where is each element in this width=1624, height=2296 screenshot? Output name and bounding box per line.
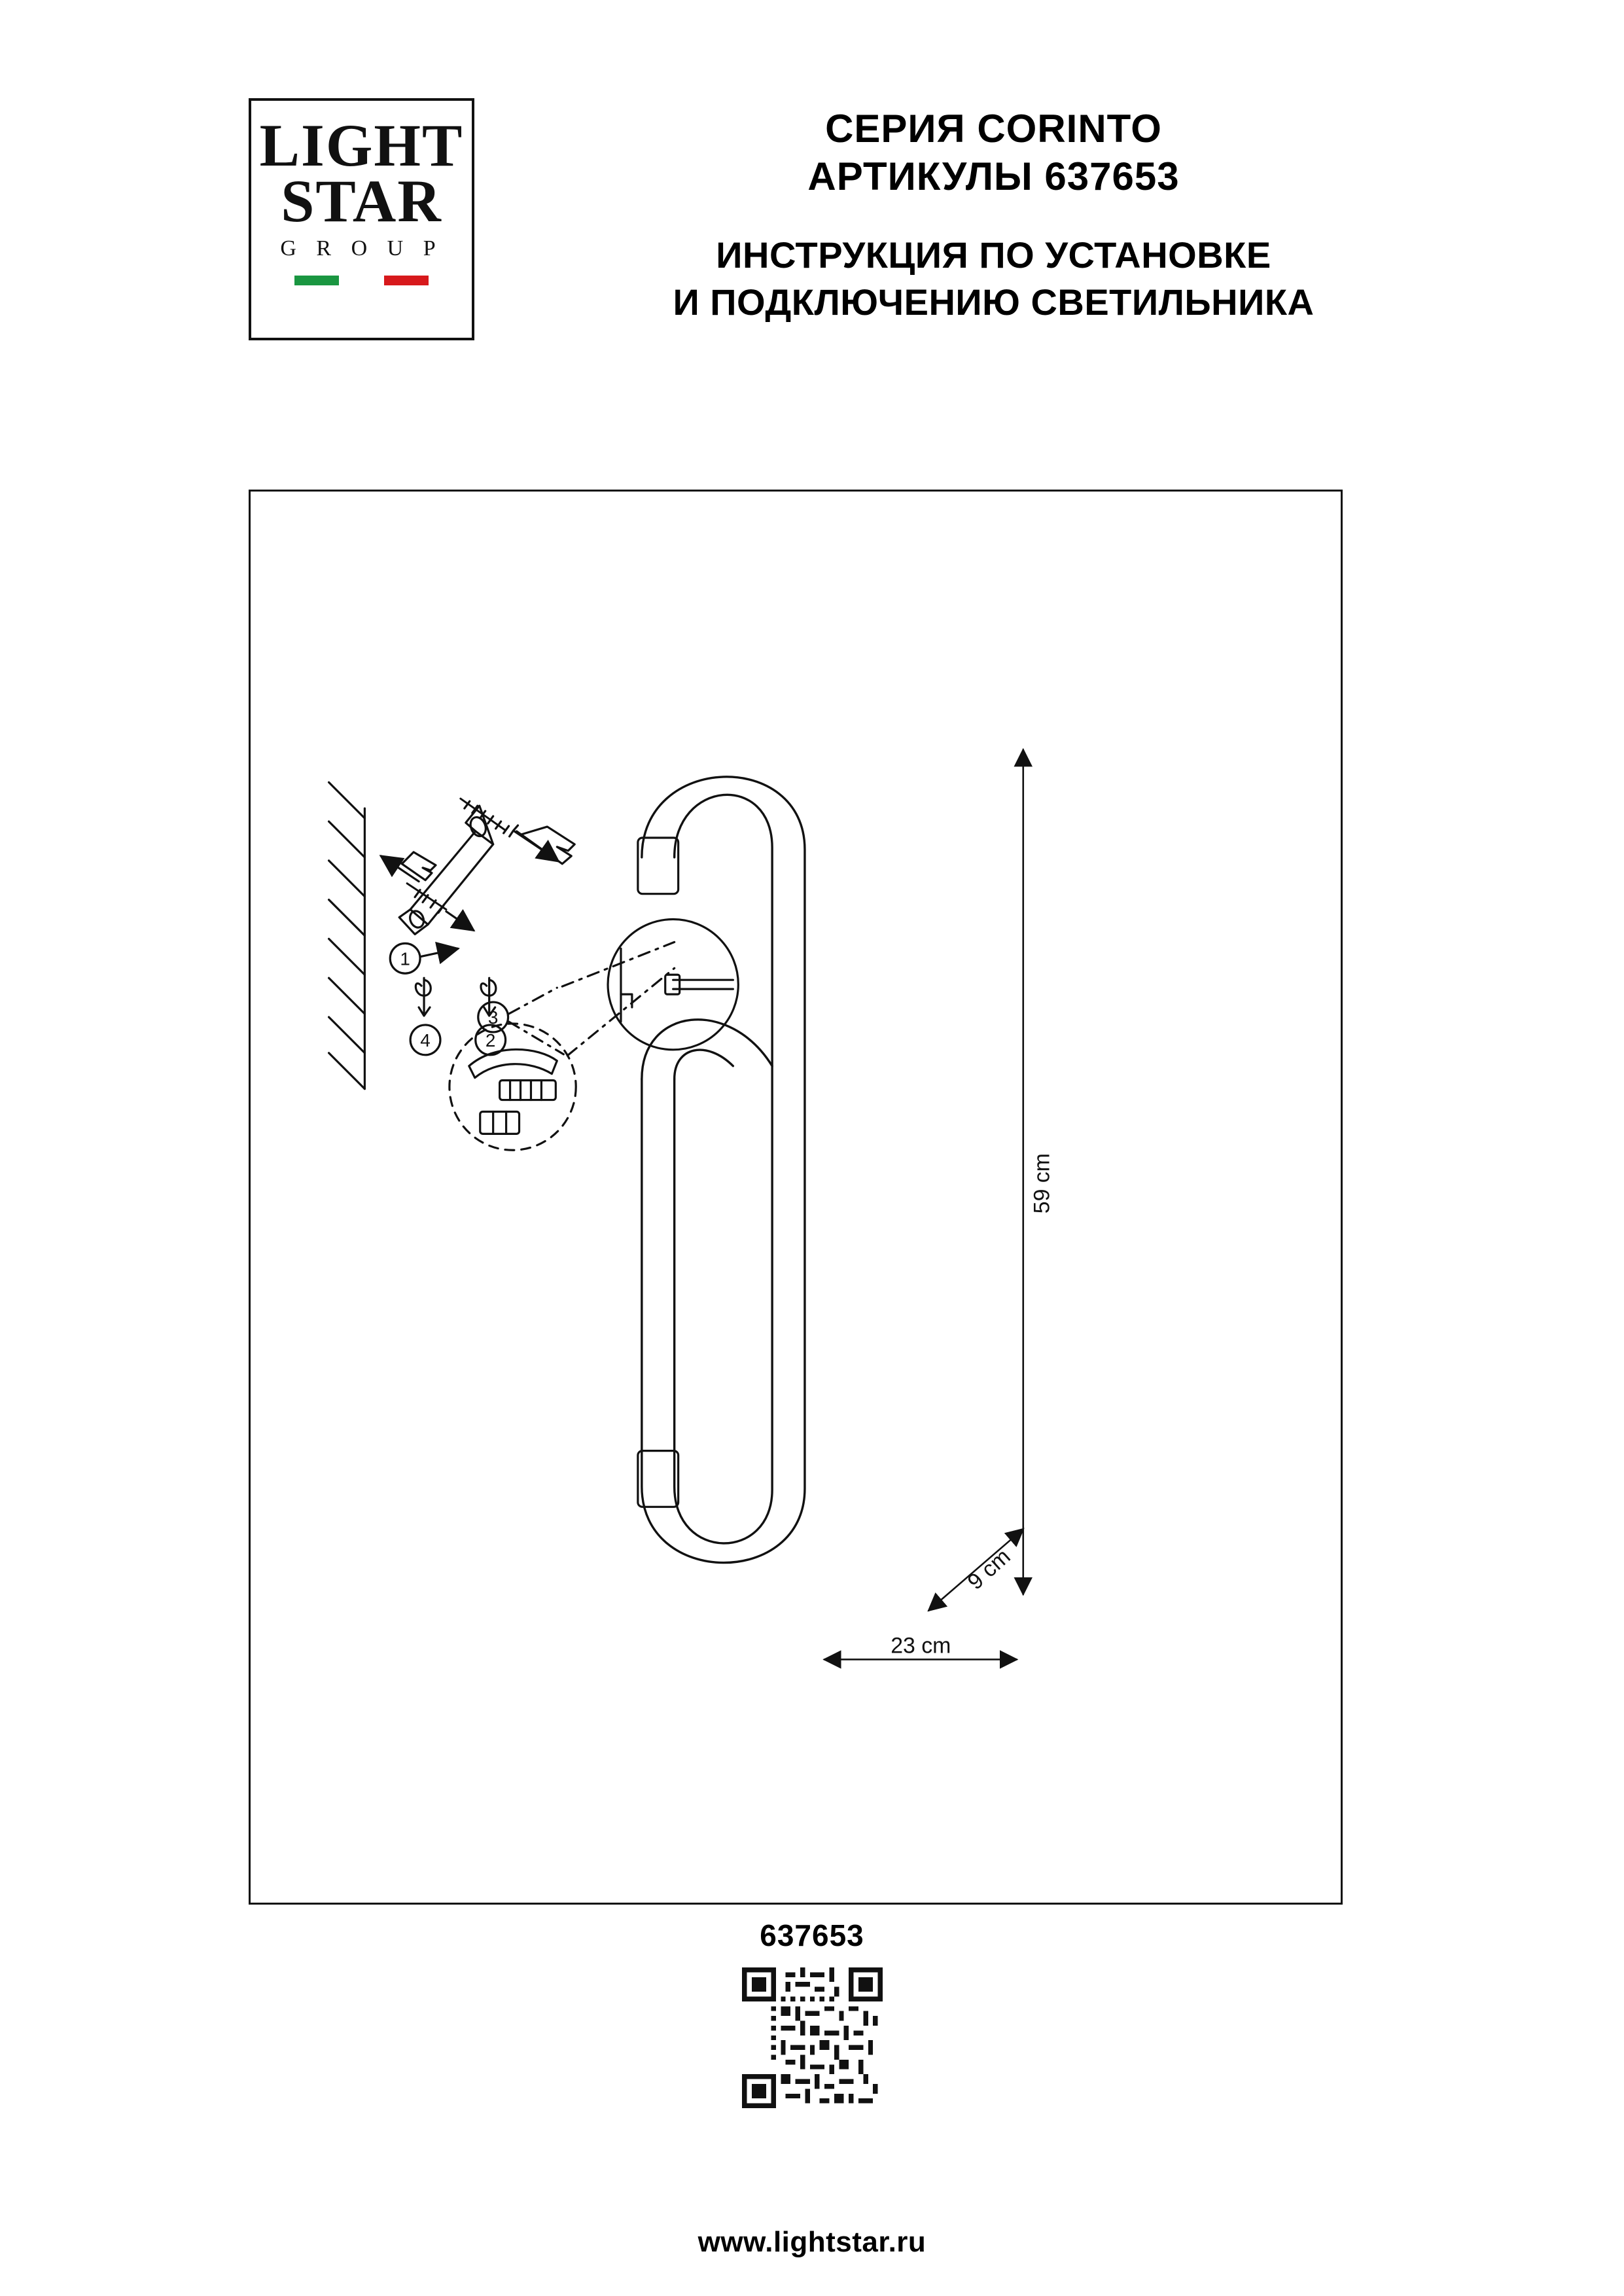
arrow-screw-bottom: [446, 912, 474, 931]
document-header: [249, 98, 1413, 380]
callout-2-label: 2: [485, 1030, 496, 1050]
arrow-screw-top: [517, 831, 559, 861]
lamp-collar-top: [638, 838, 679, 894]
screw-bottom: [407, 884, 446, 913]
terminal-detail-circle: [450, 1024, 576, 1150]
document-footer: [0, 1918, 1624, 2259]
logo-text-group: G R O U P: [280, 236, 443, 261]
mounting-bracket: [399, 806, 493, 934]
article-title: АРТИКУЛЫ 637653: [807, 154, 1180, 199]
brand-logo: [249, 98, 474, 340]
callout-4-label: 4: [420, 1030, 431, 1050]
series-title: СЕРИЯ CORINTO: [825, 107, 1162, 151]
instruction-line-2: И ПОДКЛЮЧЕНИЮ СВЕТИЛЬНИКА: [673, 281, 1315, 323]
wall-plug-upper: [510, 825, 575, 864]
dimension-depth-label: 9 cm: [962, 1544, 1015, 1595]
lamp-wall-plate: [608, 920, 738, 1050]
italy-flag-icon: [294, 276, 429, 285]
assembly-diagram-frame: [249, 490, 1343, 1905]
footer-article-code: 637653: [760, 1918, 864, 1952]
callout-3-label: 3: [487, 1007, 499, 1028]
logo-text-star: STAR: [281, 167, 442, 234]
dimension-height-label: 59 cm: [1029, 1153, 1055, 1214]
rotation-symbol-4: [415, 978, 431, 1016]
screw-top: [461, 798, 509, 833]
logo-text-light: LIGHT: [259, 112, 464, 179]
header-titles: [574, 98, 1413, 326]
qr-code: [0, 1967, 1624, 2108]
dimension-width-label: 23 cm: [891, 1633, 951, 1659]
instruction-line-1: ИНСТРУКЦИЯ ПО УСТАНОВКЕ: [716, 234, 1271, 276]
callout-1-label: 1: [400, 948, 410, 969]
website-url[interactable]: www.lightstar.ru: [697, 2226, 927, 2258]
wall-plug-lower: [381, 852, 436, 882]
lamp-collar-bottom: [638, 1451, 679, 1507]
wall-hatch: [329, 782, 365, 1088]
